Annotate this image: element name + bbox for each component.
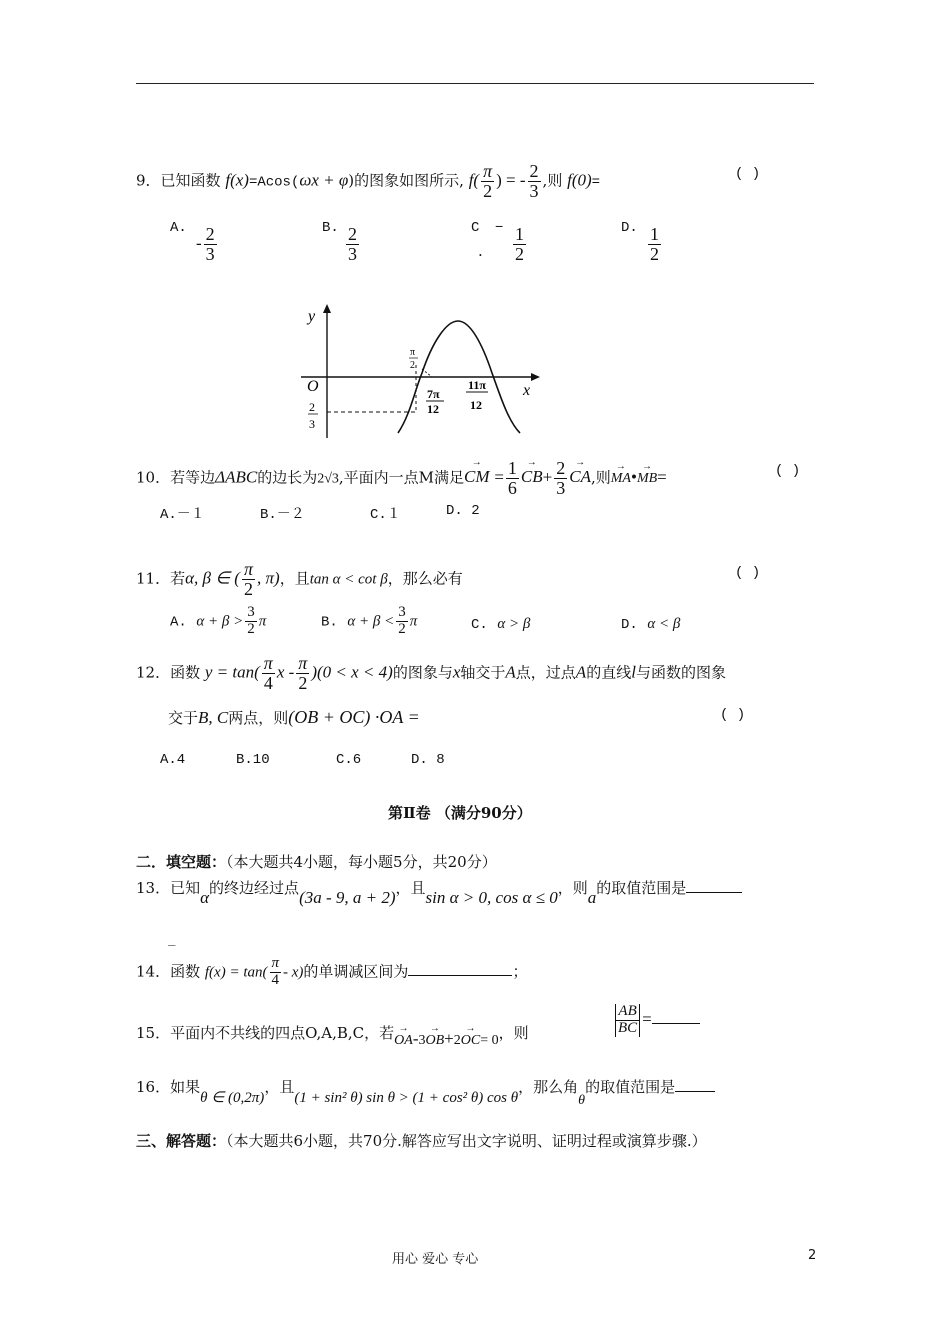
section-fill-heading: 二．填空题：（本大题共4小题，每小题5分，共20分） xyxy=(136,853,497,871)
question-number: 9． xyxy=(136,171,161,190)
q10-side: 2√3 xyxy=(317,471,339,487)
question-16: 16．如果θ ∈ (0,2π)，且(1 + sin² θ) sin θ > (1 + cos² θ) cos θ，那么角θ的取值范围是 xyxy=(136,1076,715,1097)
q13-blank-continuation: _ xyxy=(168,928,176,946)
q11-inequality: tan α < cot β xyxy=(309,571,388,588)
svg-text:2: 2 xyxy=(410,360,415,371)
option-d: D. α < β xyxy=(621,616,681,633)
q9-text-c: ,则 xyxy=(542,171,563,190)
option-b: B.10 xyxy=(236,752,270,768)
question-9 xyxy=(136,162,600,201)
answer-paren: ( ) xyxy=(775,463,801,479)
q9-f0: f(0) xyxy=(567,170,592,190)
question-15: 15．平面内不共线的四点O,A,B,C，若→ OA-3→ OB+2→ OC= 0，则 xyxy=(136,1022,529,1043)
vec-ma: → MA xyxy=(611,471,631,487)
option-c-sign: − xyxy=(495,220,504,236)
option-c-dot: . xyxy=(478,242,483,260)
question-12-line2: 交于B, C两点，则(OB + OC) ·OA = xyxy=(168,707,420,727)
option-d-value: $\frac{1}{2}$ xyxy=(650,224,659,264)
option-c-label: C xyxy=(471,220,480,236)
origin-label: O xyxy=(307,378,319,395)
q9-frac-2-3: $\frac{2}{3}$ xyxy=(529,161,539,201)
option-b-label: B. xyxy=(322,220,339,236)
vec-cm: → CM xyxy=(464,467,490,487)
q9-text-a: 已知函数 xyxy=(160,171,221,190)
option-d: D. 2 xyxy=(446,503,480,519)
option-c: C.１ xyxy=(370,507,401,523)
q9-func: f(x) xyxy=(225,170,249,190)
q12-expression: (OB + OC) ·OA = xyxy=(288,707,420,727)
q9-frac-pi-2: $\frac{\pi}{2}$ xyxy=(483,161,493,201)
q9-eq-b: = xyxy=(591,174,601,191)
option-c: C. α > β xyxy=(471,616,531,633)
question-12: 12．函数 y = tan( $\frac{\pi}{4}$ x - $\frac{\pi}{2}$ )(0 < x < 4)的图象与x轴交于A点，过点A的直线l与函数的图象 xyxy=(136,653,726,693)
q14-answer-blank[interactable] xyxy=(408,975,512,976)
q15-ratio: $\frac{AB}{BC}$ = xyxy=(613,1004,700,1037)
option-c-value: $\frac{1}{2}$ xyxy=(515,224,524,264)
option-d-label: D. xyxy=(621,220,638,236)
q9-eq-a: =Acos( xyxy=(248,174,300,191)
answer-paren: ( ) xyxy=(735,565,761,581)
answer-paren: ( ) xyxy=(735,166,761,182)
option-a: A.－１ xyxy=(160,507,205,523)
vec-mb: → MB xyxy=(637,471,657,487)
tick-7pi-12 xyxy=(426,387,444,416)
vec-ca: → CA xyxy=(569,467,591,487)
page-number: 2 xyxy=(808,1248,817,1263)
vec-cb: → CB xyxy=(521,467,543,487)
q15-answer-blank[interactable] xyxy=(652,1023,700,1024)
y-axis-arrow xyxy=(323,304,331,313)
svg-text:12: 12 xyxy=(470,398,482,412)
option-a-value: - $\frac{2}{3}$ xyxy=(196,224,215,264)
option-a: A. α + β > $\frac{3}{2}$ π xyxy=(170,604,267,637)
header-rule xyxy=(136,83,814,84)
part-title: 第Ⅱ卷 （满分90分） xyxy=(388,804,532,822)
svg-text:12: 12 xyxy=(427,402,439,416)
option-a-label: A. xyxy=(170,220,187,236)
q10-triangle: ΔABC xyxy=(215,467,258,487)
svg-text:7π: 7π xyxy=(427,387,440,401)
option-b: B.－２ xyxy=(260,507,305,523)
question-10: 10．若等边ΔABC的边长为2√3,平面内一点M满足→ CM = $\frac{1}{6}$ → CB+ $\frac{2}{3}$ → CA,则→ MA•→ MB= xyxy=(136,459,667,498)
q9-cond-mid: ) = - xyxy=(496,170,526,190)
svg-text:2: 2 xyxy=(309,400,315,414)
footer-motto: 用心 爱心 专心 xyxy=(392,1252,479,1267)
question-13: 13．已知α的终边经过点(3a - 9, a + 2)，且sin α > 0, cos α ≤ 0，则a的取值范围是 xyxy=(136,877,742,898)
tick-y-2-3 xyxy=(308,400,318,431)
q16-answer-blank[interactable] xyxy=(675,1091,715,1092)
section-solve-heading: 三、解答题：（本大题共6小题，共70分.解答应写出文字说明、证明过程或演算步骤.） xyxy=(136,1132,707,1150)
x-label: x xyxy=(523,382,531,399)
option-b-value: $\frac{2}{3}$ xyxy=(348,224,357,264)
q9-arg: ωx + φ xyxy=(299,170,349,190)
option-a: A.4 xyxy=(160,752,186,768)
q9-graph xyxy=(298,303,548,443)
x-axis-arrow xyxy=(531,373,540,381)
question-11: 11．若α, β ∈ ( $\frac{\pi}{2}$ , π)，且tan α < cot β，那么必有 xyxy=(136,559,463,599)
option-c: C.6 xyxy=(336,752,362,768)
answer-paren: ( ) xyxy=(720,707,746,723)
y-label: y xyxy=(308,308,316,325)
question-14: 14．函数 f(x) = tan( $\frac{\pi}{4}$ - x)的单调减区间为 ； xyxy=(136,955,528,988)
q9-text-b: )的图象如图所示, xyxy=(348,171,464,190)
svg-text:3: 3 xyxy=(309,417,315,431)
option-b: B. α + β < $\frac{3}{2}$ π xyxy=(321,604,418,637)
tick-11pi-12 xyxy=(466,378,488,412)
svg-text:π: π xyxy=(410,347,416,358)
tick-pi-2 xyxy=(409,347,418,371)
svg-text:11π: 11π xyxy=(468,378,486,392)
q9-cond-left: f( xyxy=(468,170,480,190)
option-d: D. 8 xyxy=(411,752,445,768)
dashed-tick-1 xyxy=(422,369,432,377)
